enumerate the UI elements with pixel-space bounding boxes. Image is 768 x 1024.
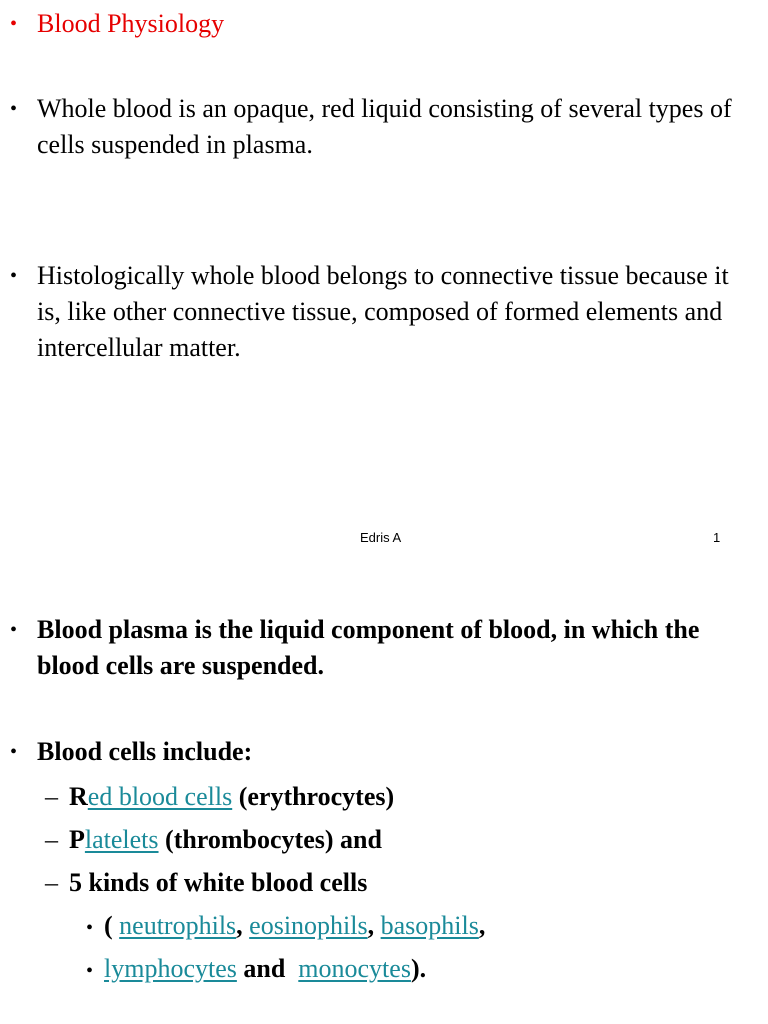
lymphocytes-link[interactable]: lymphocytes [104, 954, 237, 983]
footer-page-number: 1 [713, 530, 721, 545]
bullet-icon: • [10, 619, 18, 641]
dash-icon: – [45, 782, 58, 811]
separator: , [236, 911, 250, 940]
red-blood-cells-link[interactable]: ed blood cells [87, 782, 233, 811]
platelets-suffix: (thrombocytes) and [158, 825, 382, 854]
monocytes-link[interactable]: monocytes [298, 954, 411, 983]
dash-icon: – [45, 868, 58, 897]
wbc-types-line-2 [86, 951, 426, 989]
footer-author: Edris A [360, 530, 402, 545]
separator: , [367, 911, 381, 940]
platelets-link[interactable]: latelets [84, 825, 159, 854]
wbc-types-line-1 [86, 908, 485, 946]
paren-close: ). [410, 954, 427, 983]
bullet-text: Blood plasma is the liquid component of blood, in which the blood cells are suspended. [37, 615, 700, 680]
bullet-icon: • [86, 917, 94, 939]
sub-item-wbc [45, 865, 367, 901]
bullet-histology [10, 258, 750, 366]
bullet-icon: • [86, 960, 94, 982]
bullet-text: Whole blood is an opaque, red liquid consisting of several types of cells suspended in plasma. [37, 94, 732, 159]
slide-title-bullet [10, 6, 750, 42]
bullet-plasma [10, 612, 750, 684]
bullet-icon: • [10, 741, 18, 763]
eosinophils-link[interactable]: eosinophils [249, 911, 368, 940]
slide-2 [0, 560, 768, 1024]
neutrophils-link[interactable]: neutrophils [119, 911, 237, 940]
dash-icon: – [45, 825, 58, 854]
conjunction: and [236, 954, 299, 983]
platelets-prefix: P [69, 825, 85, 854]
bullet-blood-cells [10, 734, 750, 770]
rbc-suffix: (erythrocytes) [232, 782, 395, 811]
bullet-icon: • [10, 13, 18, 35]
bullet-text: Histologically whole blood belongs to connective tissue because it is, like other connective tissue, composed of formed elements and intercellular matter. [37, 261, 729, 362]
bullet-icon: • [10, 98, 18, 120]
sub-item-rbc [45, 779, 394, 815]
wbc-text: 5 kinds of white blood cells [69, 868, 368, 897]
bullet-whole-blood [10, 91, 750, 163]
bullet-icon: • [10, 265, 18, 287]
separator: , [478, 911, 486, 940]
basophils-link[interactable]: basophils [380, 911, 479, 940]
slide-title: Blood Physiology [37, 9, 225, 38]
bullet-text: Blood cells include: [37, 737, 253, 766]
sub-item-platelets [45, 822, 382, 858]
rbc-prefix: R [69, 782, 88, 811]
paren-open: ( [104, 911, 120, 940]
